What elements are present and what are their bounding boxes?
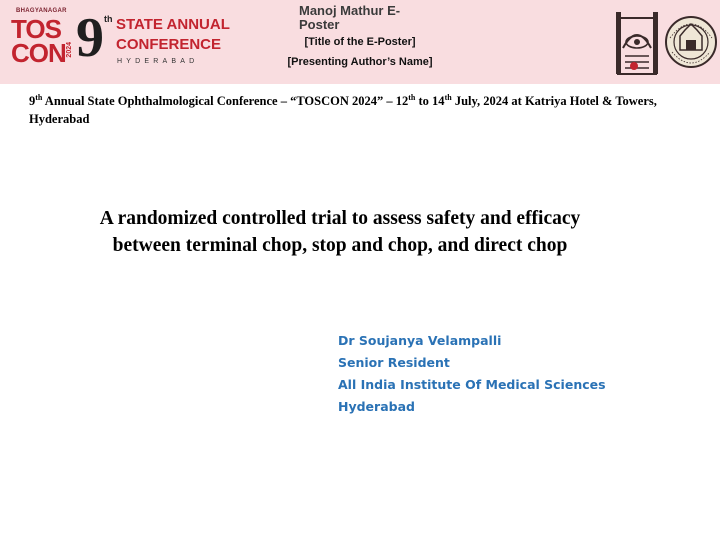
conference-day2-suffix: th	[444, 92, 452, 102]
presenter-name: Dr Soujanya Velampalli	[338, 333, 502, 348]
header-banner	[0, 0, 720, 84]
logo-th-text: th	[104, 14, 113, 24]
presenter-block	[338, 330, 708, 418]
conference-nth: 9	[29, 94, 36, 108]
presenter-institute: All India Institute Of Medical Sciences	[338, 377, 606, 392]
logo-state-annual-text: STATE ANNUAL	[116, 16, 230, 33]
logo-tos-text: TOS	[11, 14, 61, 44]
logo-conference-text: CONFERENCE	[116, 36, 222, 53]
conference-text-part1: Annual State Ophthalmological Conference – “TOSCON 2024” – 12	[42, 94, 409, 108]
society-circular-seal-icon	[664, 8, 718, 78]
research-title-line2: between terminal chop, stop and chop, and direct chop	[112, 235, 568, 256]
conference-text-part3: July, 2024 at Katriya Hotel & Towers, Hyderabad	[29, 94, 657, 126]
author-label: Manoj Mathur E-Poster	[299, 3, 401, 32]
conference-day1-suffix: th	[408, 92, 416, 102]
charminar-eye-seal-icon	[612, 8, 662, 78]
conference-nth-suffix: th	[35, 92, 43, 102]
conference-info	[29, 92, 719, 128]
logo-nine-text: 9	[76, 7, 104, 69]
logo-city-text: HYDERABAD	[117, 58, 199, 65]
presenting-author-placeholder: [Presenting Author’s Name]	[287, 56, 433, 68]
logo-bhagyanagar-text: BHAGYANAGAR	[16, 8, 67, 14]
conference-text-part2: to 14	[415, 94, 445, 108]
poster-title-placeholder: [Title of the E-Poster]	[304, 36, 416, 48]
presenter-city: Hyderabad	[338, 399, 415, 414]
research-title-line1: A randomized controlled trial to assess safety and efficacy	[99, 208, 581, 229]
logo-con-text: CON	[11, 38, 66, 68]
presenter-role: Senior Resident	[338, 355, 450, 370]
logo-year-text: 2024	[66, 42, 73, 58]
research-title	[20, 205, 660, 259]
toscon-logo	[8, 6, 230, 72]
